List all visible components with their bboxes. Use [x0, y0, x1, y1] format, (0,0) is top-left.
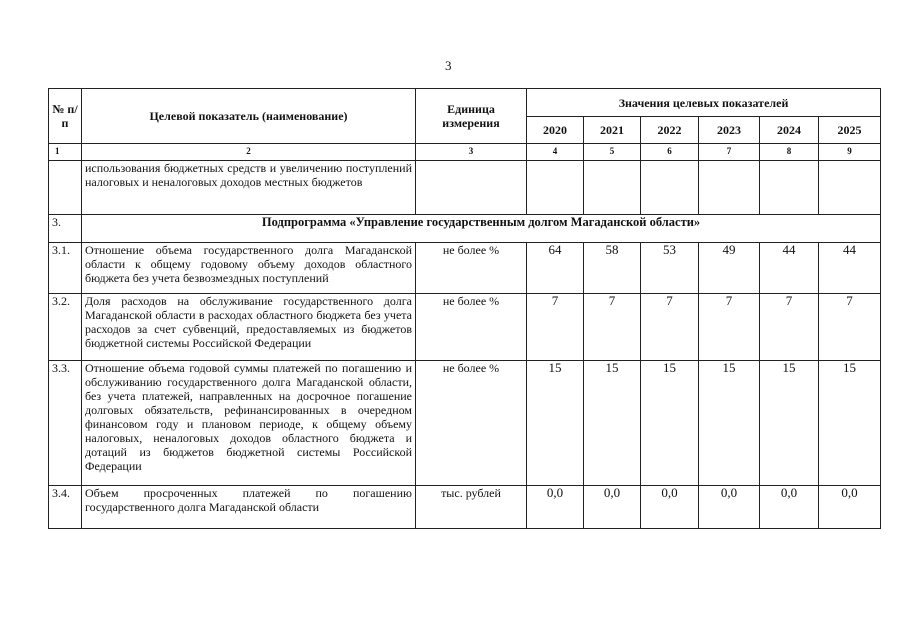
- row-value: 49: [699, 243, 760, 294]
- row-value: 15: [819, 361, 881, 486]
- header-row-top: [49, 89, 881, 117]
- header-year: 2023: [699, 117, 760, 144]
- row-value: 64: [527, 243, 584, 294]
- row-value: 7: [584, 294, 641, 361]
- row-number: 3.3.: [49, 361, 82, 486]
- row-value: 0,0: [819, 486, 881, 529]
- column-number: 7: [699, 144, 760, 161]
- header-year: 2021: [584, 117, 641, 144]
- column-number: 5: [584, 144, 641, 161]
- row-value: 15: [699, 361, 760, 486]
- page-number: 3: [445, 58, 452, 73]
- column-number-row: [49, 144, 881, 161]
- continuation-row: [49, 161, 881, 215]
- row-value: 0,0: [760, 486, 819, 529]
- header-no: № п/п: [49, 89, 82, 144]
- table-row: [49, 361, 881, 486]
- column-number: 2: [82, 144, 416, 161]
- header-indicator: Целевой показатель (наименование): [82, 89, 416, 144]
- subprogram-number: 3.: [49, 215, 82, 243]
- row-unit: не более %: [416, 294, 527, 361]
- row-value: 7: [819, 294, 881, 361]
- table-row: [49, 486, 881, 529]
- column-number: 3: [416, 144, 527, 161]
- table-row: [49, 294, 881, 361]
- header-year: 2022: [641, 117, 699, 144]
- row-indicator: Доля расходов на обслуживание государственного долга Магаданской области в расходах областного бюджета без учета расходов за счет субвенций, предоставляемых из бюджетов бюджетной системы Российской Федерации: [82, 294, 416, 361]
- row-value: 7: [527, 294, 584, 361]
- row-value: 58: [584, 243, 641, 294]
- row-value: 15: [527, 361, 584, 486]
- header-values-group: Значения целевых показателей: [527, 89, 881, 117]
- continuation-text: использования бюджетных средств и увеличению поступлений налоговых и неналоговых доходов местных бюджетов: [82, 161, 416, 215]
- row-unit: не более %: [416, 361, 527, 486]
- row-number: 3.2.: [49, 294, 82, 361]
- row-value: 0,0: [641, 486, 699, 529]
- target-indicators-table: [48, 88, 881, 529]
- row-value: 0,0: [584, 486, 641, 529]
- column-number: 1: [49, 144, 82, 161]
- header-year: 2025: [819, 117, 881, 144]
- column-number: 8: [760, 144, 819, 161]
- row-value: 15: [641, 361, 699, 486]
- row-unit: тыс. рублей: [416, 486, 527, 529]
- header-year: 2024: [760, 117, 819, 144]
- subprogram-title: Подпрограмма «Управление государственным долгом Магаданской области»: [82, 215, 881, 243]
- row-value: 7: [760, 294, 819, 361]
- header-unit: Единица измерения: [416, 89, 527, 144]
- row-value: 44: [760, 243, 819, 294]
- column-number: 4: [527, 144, 584, 161]
- row-value: 7: [641, 294, 699, 361]
- row-indicator: Объем просроченных платежей по погашению государственного долга Магаданской области: [82, 486, 416, 529]
- row-number: 3.4.: [49, 486, 82, 529]
- header-year: 2020: [527, 117, 584, 144]
- row-value: 0,0: [699, 486, 760, 529]
- row-value: 53: [641, 243, 699, 294]
- column-number: 9: [819, 144, 881, 161]
- column-number: 6: [641, 144, 699, 161]
- row-value: 7: [699, 294, 760, 361]
- table-row: [49, 243, 881, 294]
- row-value: 15: [760, 361, 819, 486]
- row-value: 15: [584, 361, 641, 486]
- row-value: 0,0: [527, 486, 584, 529]
- row-unit: не более %: [416, 243, 527, 294]
- row-indicator: Отношение объема государственного долга Магаданской области к общему годовому объему доходов областного бюджета без учета безвозмездных поступлений: [82, 243, 416, 294]
- row-number: 3.1.: [49, 243, 82, 294]
- row-indicator: Отношение объема годовой суммы платежей по погашению и обслуживанию государственного долга Магаданской области, без учета платежей, направленных на досрочное погашение долговых обязательств, рефинансированных в очередном финансовом году и плановом периоде, к общему объему налоговых, неналоговых доходов областного бюджета и дотаций из бюджетов бюджетной системы Российской Федерации: [82, 361, 416, 486]
- subprogram-row: [49, 215, 881, 243]
- row-value: 44: [819, 243, 881, 294]
